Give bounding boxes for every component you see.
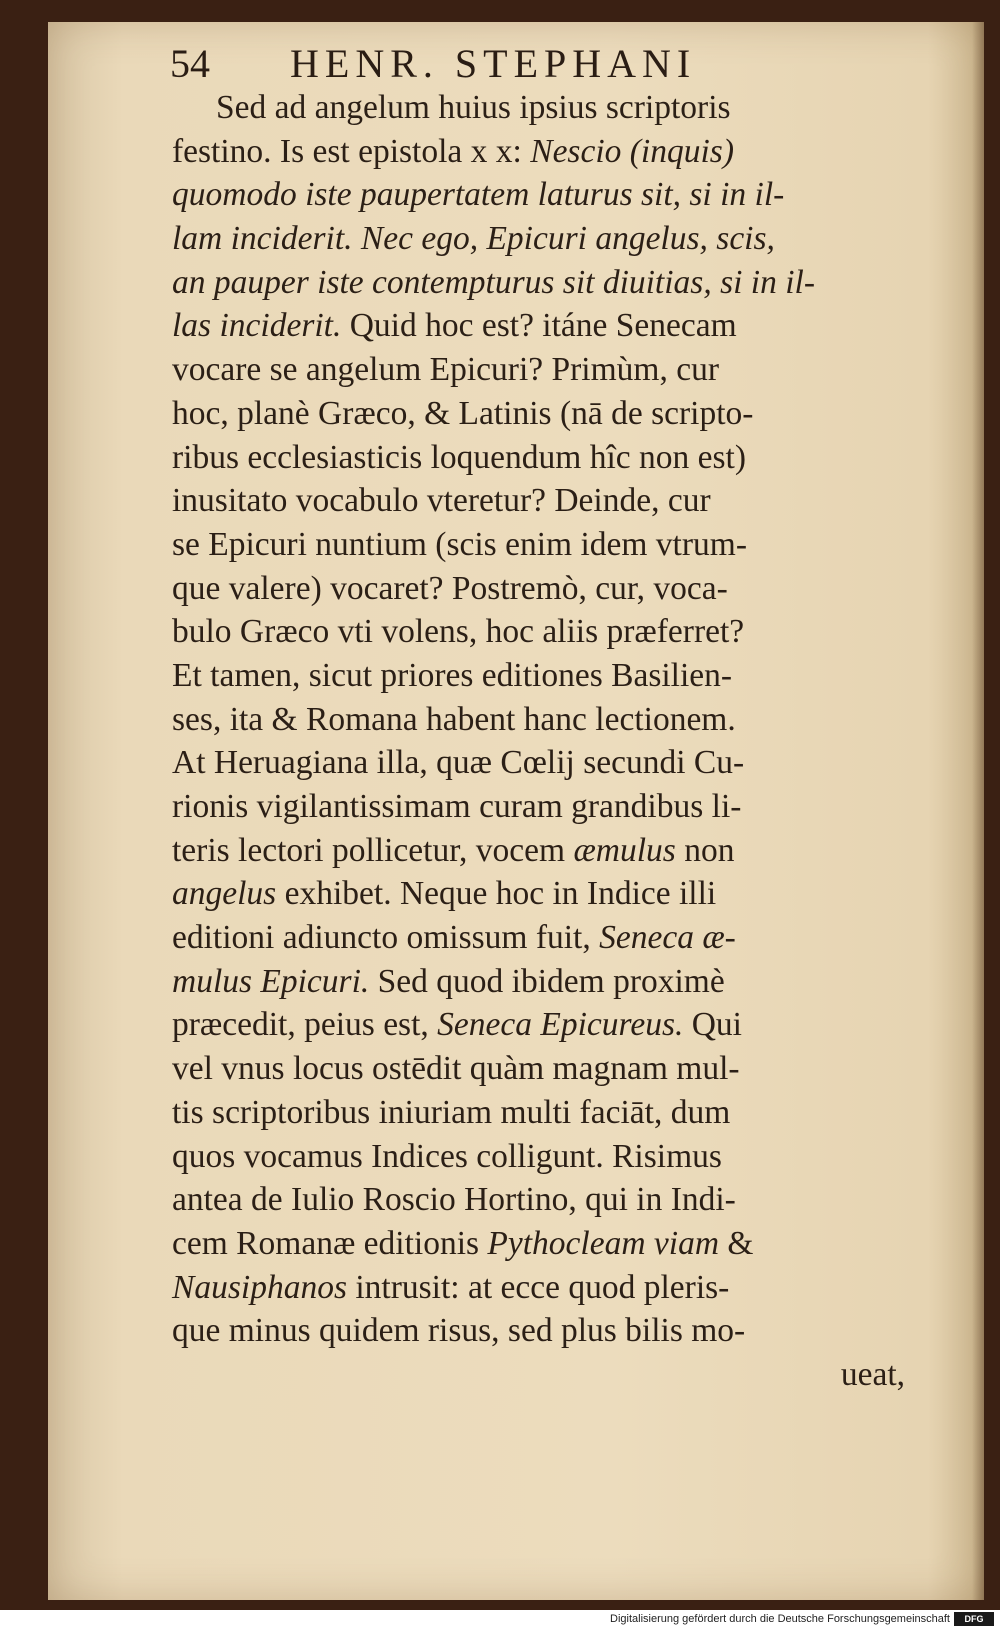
roman-text: cem Romanæ editionis	[172, 1224, 488, 1262]
roman-text: bulo Græco vti volens, hoc aliis præferret?	[172, 613, 745, 651]
italic-text: lam inciderit. Nec ego, Epicuri angelus, scis,	[172, 220, 775, 258]
text-line	[172, 698, 907, 742]
roman-text: antea de Iulio Roscio Hortino, qui in Indi-	[172, 1181, 736, 1219]
text-line	[172, 173, 907, 217]
roman-text: intrusit: at ecce quod pleris-	[346, 1268, 730, 1306]
text-line	[172, 567, 907, 611]
roman-text: quos vocamus Indices colligunt. Risimus	[172, 1137, 722, 1175]
page-number: 54	[170, 41, 210, 86]
roman-text: ueat,	[840, 1355, 905, 1393]
digitization-credit: Digitalisierung gefördert durch die Deutsche Forschungsgemeinschaft	[610, 1613, 950, 1625]
text-line	[172, 654, 907, 698]
italic-text: æmulus	[573, 831, 676, 869]
text-line	[172, 1003, 907, 1047]
italic-text: angelus	[172, 875, 277, 913]
roman-text: exhibet. Neque hoc in Indice illi	[276, 875, 717, 913]
italic-text: Nausiphanos	[172, 1268, 347, 1306]
text-line	[172, 523, 907, 567]
italic-text: an pauper iste contempturus sit diuitias, si in il-	[172, 263, 816, 301]
page-edge-shadow	[972, 22, 984, 1600]
roman-text: tis scriptoribus iniuriam multi faciāt, dum	[172, 1093, 731, 1131]
roman-text: &	[719, 1224, 754, 1262]
running-head	[170, 36, 870, 86]
running-title: HENR. STEPHANI	[290, 41, 697, 86]
italic-text: Pythocleam viam	[487, 1224, 720, 1262]
roman-text: editioni adiuncto omissum fuit,	[172, 919, 600, 957]
roman-text: festino. Is est epistola x x:	[172, 132, 531, 170]
roman-text: rionis vigilantissimam curam grandibus li-	[172, 788, 742, 825]
text-line	[172, 741, 907, 785]
roman-text: ribus ecclesiasticis loquendum hîc non est)	[172, 438, 747, 476]
roman-text: ses, ita & Romana habent hanc lectionem.	[172, 700, 736, 738]
text-line	[172, 130, 907, 174]
italic-text: las inciderit.	[172, 307, 342, 345]
italic-text: quomodo iste paupertatem laturus sit, si in il-	[172, 176, 785, 214]
text-line	[172, 479, 907, 523]
roman-text: Sed ad angelum huius ipsius scriptoris	[216, 89, 731, 126]
text-line	[172, 304, 907, 348]
text-line	[172, 872, 907, 916]
text-line	[172, 829, 907, 873]
text-line	[172, 1222, 907, 1266]
roman-text: Sed quod ibidem proximè	[369, 962, 725, 1000]
body-text	[172, 86, 907, 1397]
text-line	[172, 217, 907, 261]
roman-text: Qui	[683, 1006, 742, 1044]
roman-text: vocare se angelum Epicuri? Primùm, cur	[172, 351, 719, 389]
text-line	[172, 348, 907, 392]
roman-text: inusitato vocabulo vteretur? Deinde, cur	[172, 482, 711, 520]
roman-text: se Epicuri nuntium (scis enim idem vtrum-	[172, 525, 747, 563]
text-line	[172, 1047, 907, 1091]
text-line	[172, 1135, 907, 1179]
text-line	[172, 1091, 907, 1135]
text-line	[172, 1353, 907, 1397]
roman-text: que minus quidem risus, sed plus bilis mo-	[172, 1312, 746, 1350]
roman-text: teris lectori pollicetur, vocem	[172, 831, 574, 869]
italic-text: Nescio (inquis)	[530, 132, 734, 170]
italic-text: Seneca Epicureus.	[437, 1006, 684, 1044]
italic-text: mulus Epicuri.	[172, 962, 370, 1000]
dfg-logo: DFG	[954, 1612, 994, 1626]
italic-text: Seneca æ-	[599, 919, 736, 957]
text-line	[172, 610, 907, 654]
roman-text: vel vnus locus ostēdit quàm magnam mul-	[172, 1050, 740, 1088]
roman-text: hoc, planè Græco, & Latinis (nā de scripto-	[172, 394, 754, 432]
roman-text: At Heruagiana illa, quæ Cœlij secundi Cu-	[172, 744, 745, 782]
text-line	[172, 916, 907, 960]
text-line	[172, 86, 907, 130]
text-line	[172, 785, 907, 829]
roman-text: non	[675, 831, 735, 869]
text-line	[172, 1309, 907, 1353]
text-line	[172, 392, 907, 436]
roman-text: præcedit, peius est,	[172, 1006, 438, 1044]
text-line	[172, 960, 907, 1004]
roman-text: que valere) vocaret? Postremò, cur, voca-	[172, 569, 728, 607]
text-line	[172, 436, 907, 480]
roman-text: Quid hoc est? itáne Senecam	[341, 307, 737, 345]
roman-text: Et tamen, sicut priores editiones Basilien-	[172, 656, 733, 694]
text-line	[172, 1266, 907, 1310]
text-line	[172, 1178, 907, 1222]
text-line	[172, 261, 907, 305]
